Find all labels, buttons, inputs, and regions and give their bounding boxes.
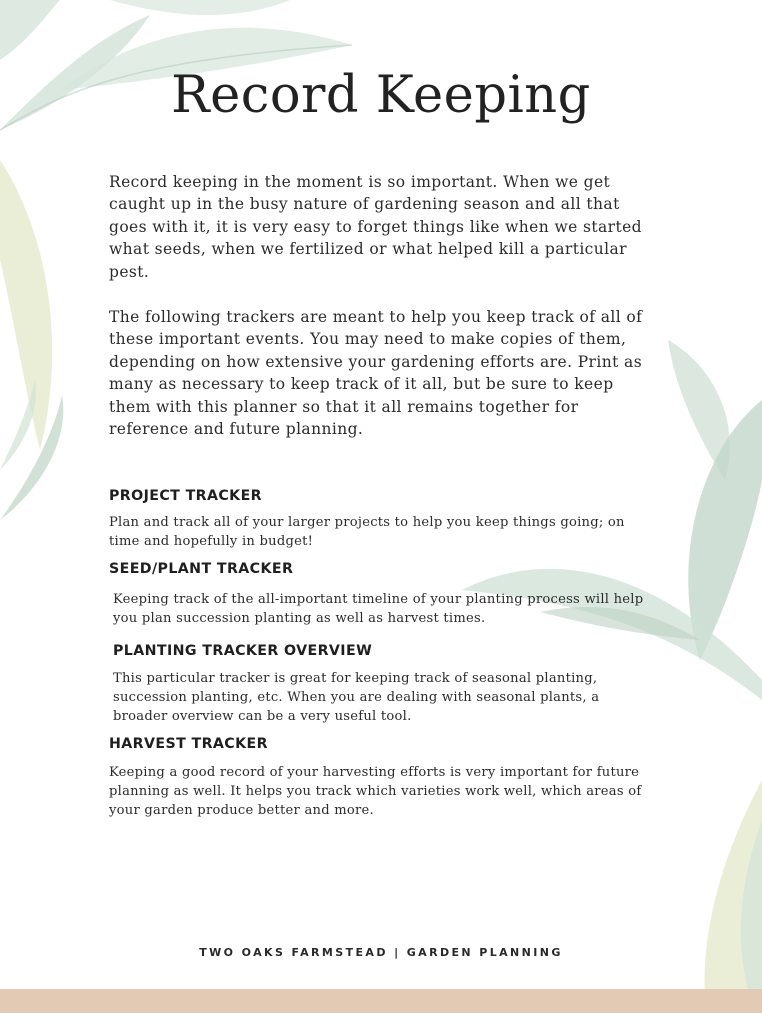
section-heading-seed-plant-tracker: SEED/PLANT TRACKER [109, 561, 294, 577]
section-body-seed-plant-tracker: Keeping track of the all-important timeline of your planting process will help you plan succession planting as well as harvest times. [113, 592, 644, 626]
footer-brand: TWO OAKS FARMSTEAD | GARDEN PLANNING [199, 946, 563, 959]
section-body-project-tracker: Plan and track all of your larger projects to help you keep things going; on time and hopefully in budget! [109, 515, 625, 549]
section-body-planting-tracker-overview: This particular tracker is great for keeping track of seasonal planting, succession planting, etc. When you are dealing with seasonal plants, a broader overview can be a very useful tool. [113, 671, 600, 724]
section-body-harvest-tracker: Keeping a good record of your harvesting efforts is very important for future planning as well. It helps you track which varieties work well, which areas of your garden produce better and more. [109, 765, 642, 818]
leaf-cluster-left [0, 160, 63, 520]
section-heading-harvest-tracker: HARVEST TRACKER [109, 736, 268, 752]
section-heading-planting-tracker-overview: PLANTING TRACKER OVERVIEW [113, 643, 373, 659]
bottom-color-band [0, 989, 762, 1013]
intro-paragraph-1: Record keeping in the moment is so important. When we get caught up in the busy nature of gardening season and all that goes with it, it is very easy to forget things like when we started what seeds, when we fertilized or what helped kill a particular pest. [109, 173, 642, 281]
intro-paragraph-2: The following trackers are meant to help you keep track of all of these important events. You may need to make copies of them, depending on how extensive your gardening efforts are. Print as many as necessary to keep track of it all, but be sure to keep them with this planner so that it all remains together for reference and future planning. [109, 308, 643, 439]
section-heading-project-tracker: PROJECT TRACKER [109, 488, 262, 504]
page-title: Record Keeping [171, 66, 591, 125]
